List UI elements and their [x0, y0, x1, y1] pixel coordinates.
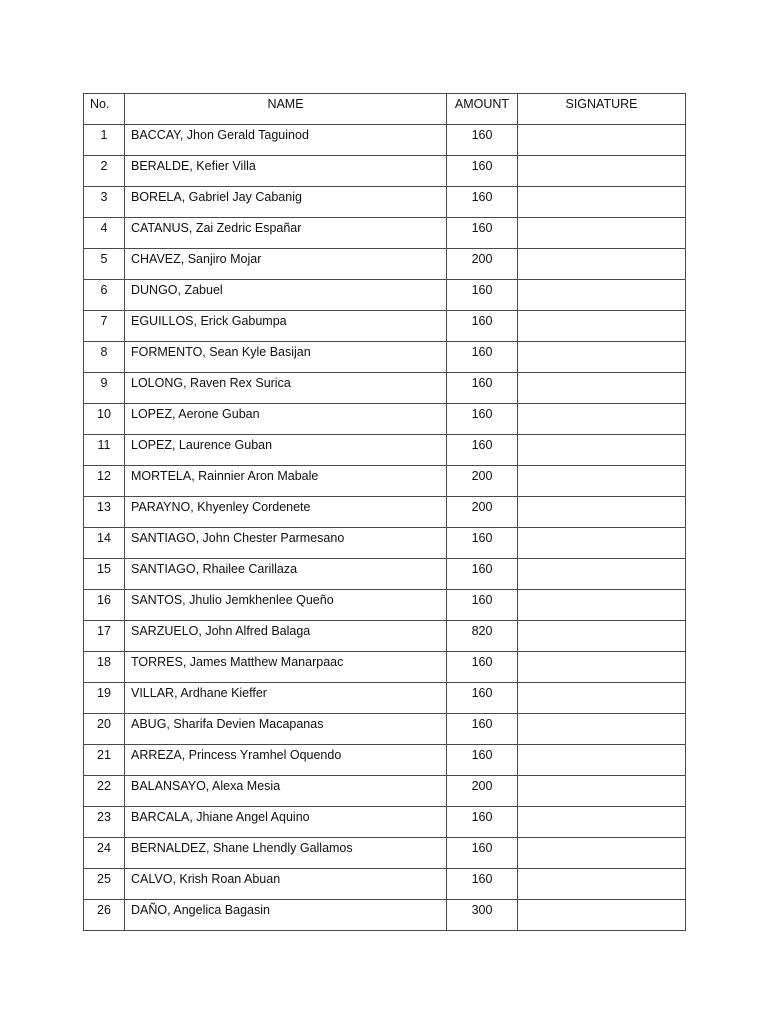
row-name: FORMENTO, Sean Kyle Basijan: [125, 342, 447, 373]
row-number: 18: [84, 652, 125, 683]
row-signature-cell[interactable]: [518, 156, 686, 187]
row-amount: 200: [447, 466, 518, 497]
table-row: [84, 838, 686, 869]
row-number: 2: [84, 156, 125, 187]
table-row: [84, 466, 686, 497]
row-number: 21: [84, 745, 125, 776]
row-number: 16: [84, 590, 125, 621]
row-signature-cell[interactable]: [518, 683, 686, 714]
row-amount: 160: [447, 373, 518, 404]
row-name: EGUILLOS, Erick Gabumpa: [125, 311, 447, 342]
row-number: 14: [84, 528, 125, 559]
row-number: 9: [84, 373, 125, 404]
row-signature-cell[interactable]: [518, 342, 686, 373]
row-name: VILLAR, Ardhane Kieffer: [125, 683, 447, 714]
row-number: 19: [84, 683, 125, 714]
row-signature-cell[interactable]: [518, 652, 686, 683]
row-amount: 160: [447, 156, 518, 187]
row-amount: 160: [447, 590, 518, 621]
row-number: 23: [84, 807, 125, 838]
row-number: 15: [84, 559, 125, 590]
row-amount: 160: [447, 807, 518, 838]
row-name: BERNALDEZ, Shane Lhendly Gallamos: [125, 838, 447, 869]
table-row: [84, 652, 686, 683]
row-name: SARZUELO, John Alfred Balaga: [125, 621, 447, 652]
row-signature-cell[interactable]: [518, 838, 686, 869]
row-name: DUNGO, Zabuel: [125, 280, 447, 311]
row-amount: 160: [447, 435, 518, 466]
row-amount: 160: [447, 745, 518, 776]
row-number: 10: [84, 404, 125, 435]
row-amount: 160: [447, 714, 518, 745]
table-row: [84, 621, 686, 652]
row-name: ABUG, Sharifa Devien Macapanas: [125, 714, 447, 745]
row-amount: 160: [447, 559, 518, 590]
row-amount: 160: [447, 342, 518, 373]
table-row: [84, 435, 686, 466]
table-row: [84, 404, 686, 435]
table-row: [84, 342, 686, 373]
row-signature-cell[interactable]: [518, 125, 686, 156]
row-signature-cell[interactable]: [518, 900, 686, 931]
row-signature-cell[interactable]: [518, 745, 686, 776]
row-amount: 160: [447, 652, 518, 683]
row-name: SANTIAGO, John Chester Parmesano: [125, 528, 447, 559]
row-number: 25: [84, 869, 125, 900]
table-row: [84, 280, 686, 311]
row-signature-cell[interactable]: [518, 497, 686, 528]
row-signature-cell[interactable]: [518, 776, 686, 807]
header-row: [84, 94, 686, 125]
row-signature-cell[interactable]: [518, 280, 686, 311]
row-signature-cell[interactable]: [518, 528, 686, 559]
row-name: ARREZA, Princess Yramhel Oquendo: [125, 745, 447, 776]
row-number: 6: [84, 280, 125, 311]
row-name: LOPEZ, Laurence Guban: [125, 435, 447, 466]
row-number: 22: [84, 776, 125, 807]
table-row: [84, 249, 686, 280]
row-name: SANTIAGO, Rhailee Carillaza: [125, 559, 447, 590]
row-signature-cell[interactable]: [518, 869, 686, 900]
row-number: 17: [84, 621, 125, 652]
roster-table: [83, 93, 686, 931]
row-name: BACCAY, Jhon Gerald Taguinod: [125, 125, 447, 156]
row-amount: 300: [447, 900, 518, 931]
header-signature: SIGNATURE: [518, 94, 686, 125]
table-row: [84, 590, 686, 621]
table-row: [84, 714, 686, 745]
row-amount: 160: [447, 280, 518, 311]
row-number: 5: [84, 249, 125, 280]
row-number: 26: [84, 900, 125, 931]
row-amount: 160: [447, 187, 518, 218]
row-name: DAÑO, Angelica Bagasin: [125, 900, 447, 931]
roster-body: [84, 125, 686, 931]
row-name: BORELA, Gabriel Jay Cabanig: [125, 187, 447, 218]
table-row: [84, 373, 686, 404]
row-amount: 160: [447, 125, 518, 156]
row-number: 20: [84, 714, 125, 745]
table-row: [84, 218, 686, 249]
row-name: PARAYNO, Khyenley Cordenete: [125, 497, 447, 528]
table-row: [84, 156, 686, 187]
row-signature-cell[interactable]: [518, 373, 686, 404]
row-name: LOLONG, Raven Rex Surica: [125, 373, 447, 404]
row-signature-cell[interactable]: [518, 404, 686, 435]
row-name: CHAVEZ, Sanjiro Mojar: [125, 249, 447, 280]
row-amount: 160: [447, 683, 518, 714]
table-row: [84, 807, 686, 838]
row-amount: 200: [447, 776, 518, 807]
row-number: 12: [84, 466, 125, 497]
row-name: LOPEZ, Aerone Guban: [125, 404, 447, 435]
row-name: BARCALA, Jhiane Angel Aquino: [125, 807, 447, 838]
row-signature-cell[interactable]: [518, 621, 686, 652]
row-number: 24: [84, 838, 125, 869]
row-amount: 200: [447, 249, 518, 280]
row-signature-cell[interactable]: [518, 714, 686, 745]
row-signature-cell[interactable]: [518, 249, 686, 280]
row-number: 11: [84, 435, 125, 466]
row-amount: 160: [447, 311, 518, 342]
row-signature-cell[interactable]: [518, 559, 686, 590]
row-number: 4: [84, 218, 125, 249]
table-row: [84, 869, 686, 900]
header-no: No.: [84, 94, 125, 125]
row-amount: 160: [447, 218, 518, 249]
row-number: 7: [84, 311, 125, 342]
table-row: [84, 125, 686, 156]
row-amount: 200: [447, 497, 518, 528]
table-row: [84, 776, 686, 807]
row-number: 8: [84, 342, 125, 373]
row-signature-cell[interactable]: [518, 466, 686, 497]
row-signature-cell[interactable]: [518, 590, 686, 621]
row-name: CATANUS, Zai Zedric Españar: [125, 218, 447, 249]
row-amount: 160: [447, 528, 518, 559]
row-number: 1: [84, 125, 125, 156]
table-row: [84, 187, 686, 218]
row-number: 3: [84, 187, 125, 218]
header-name: NAME: [125, 94, 447, 125]
table-row: [84, 559, 686, 590]
row-amount: 160: [447, 404, 518, 435]
table-row: [84, 900, 686, 931]
table-row: [84, 311, 686, 342]
row-number: 13: [84, 497, 125, 528]
row-name: SANTOS, Jhulio Jemkhenlee Queño: [125, 590, 447, 621]
row-name: CALVO, Krish Roan Abuan: [125, 869, 447, 900]
row-amount: 820: [447, 621, 518, 652]
row-signature-cell[interactable]: [518, 187, 686, 218]
row-name: TORRES, James Matthew Manarpaac: [125, 652, 447, 683]
table-row: [84, 683, 686, 714]
row-signature-cell[interactable]: [518, 311, 686, 342]
row-signature-cell[interactable]: [518, 218, 686, 249]
row-signature-cell[interactable]: [518, 435, 686, 466]
row-signature-cell[interactable]: [518, 807, 686, 838]
row-amount: 160: [447, 869, 518, 900]
table-row: [84, 528, 686, 559]
table-row: [84, 497, 686, 528]
header-amount: AMOUNT: [447, 94, 518, 125]
row-name: MORTELA, Rainnier Aron Mabale: [125, 466, 447, 497]
row-amount: 160: [447, 838, 518, 869]
table-row: [84, 745, 686, 776]
row-name: BALANSAYO, Alexa Mesia: [125, 776, 447, 807]
row-name: BERALDE, Kefier Villa: [125, 156, 447, 187]
